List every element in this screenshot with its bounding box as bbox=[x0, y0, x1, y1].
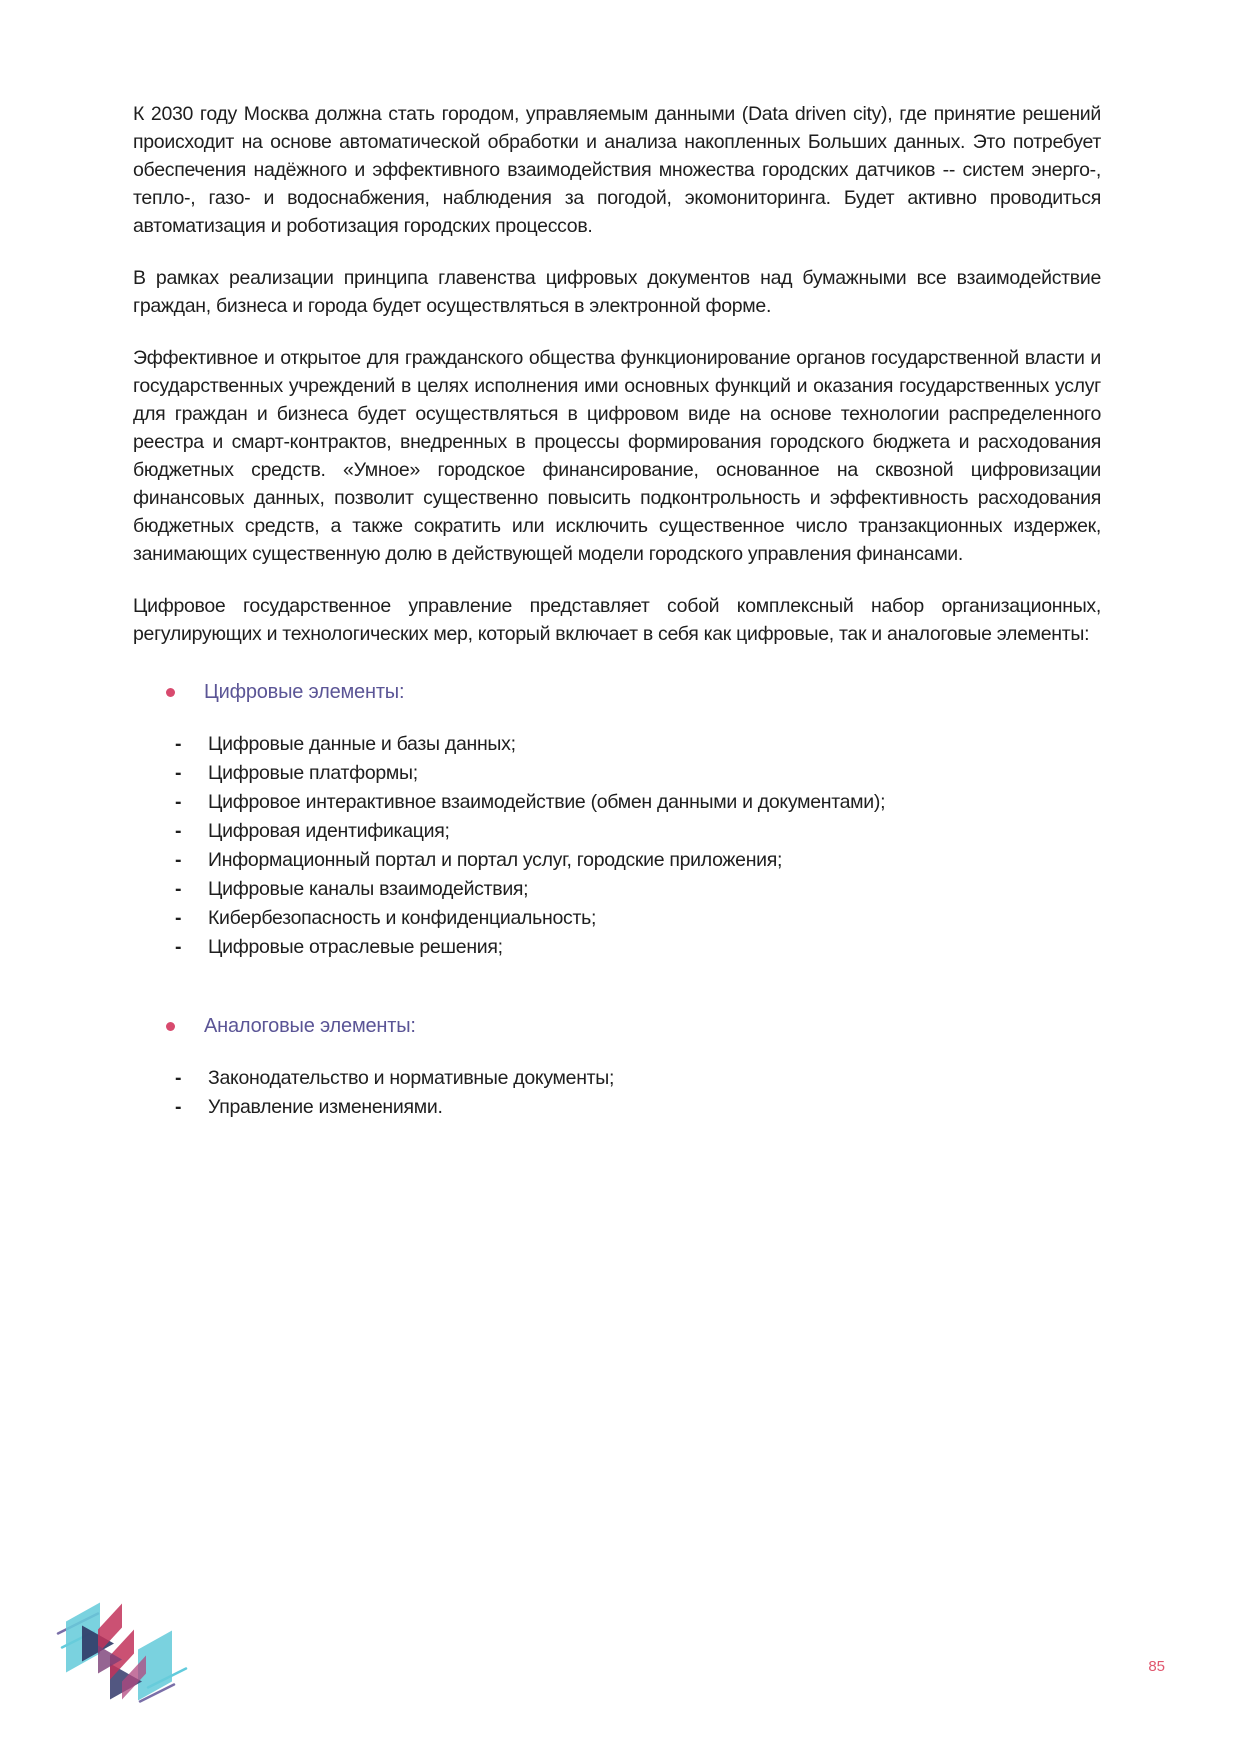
paragraph-government-functioning: Эффективное и открытое для гражданского общества функционирование органов государственной власти и государственных учреждений в целях исполнения ими основных функций и оказания государственных услуг для граждан и бизнеса будет осуществляться в цифровом виде на основе технологии распределенного реестра и смарт-контрактов, внедренных в процессы формирования городского бюджета и расходования бюджетных средств. «Умное» городское финансирование, основанное на сквозной цифровизации финансовых данных, позволит существенно повысить подконтрольность и эффективность расходования бюджетных средств, а также сократить или исключить существенное число транзакционных издержек, занимающих существенную долю в действующей модели городского управления финансами. bbox=[133, 347, 1101, 565]
list-item: - Цифровые каналы взаимодействия; bbox=[133, 875, 1101, 904]
list-item: - Цифровая идентификация; bbox=[133, 817, 1101, 846]
digital-elements-list bbox=[133, 730, 1101, 962]
brand-logo-icon bbox=[52, 1588, 192, 1716]
page-content bbox=[133, 100, 1101, 1122]
analog-elements-heading bbox=[166, 1014, 1101, 1038]
paragraph-data-driven-city: К 2030 году Москва должна стать городом, управляемым данными (Data driven city), где принятие решений происходит на основе автоматической обработки и анализа накопленных Больших данных. Это потребует обеспечения надёжного и эффективного взаимодействия множества городских датчиков -- систем энерго-, тепло-, газо- и водоснабжения, наблюдения за погодой, экомониторинга. Будет активно проводиться автоматизация и роботизация городских процессов. bbox=[133, 103, 1101, 237]
page-number: 85 bbox=[1148, 1658, 1165, 1675]
paragraph-digital-governance-intro: Цифровое государственное управление представляет собой комплексный набор организационных, регулирующих и технологических мер, который включает в себя как цифровые, так и аналоговые элементы: bbox=[133, 595, 1101, 645]
digital-elements-heading-label: Цифровые элементы: bbox=[204, 681, 405, 703]
elements-lists bbox=[133, 680, 1101, 1122]
analog-elements-heading-label: Аналоговые элементы: bbox=[204, 1015, 416, 1037]
bullet-dot-icon bbox=[166, 688, 175, 697]
bullet-dot-icon bbox=[166, 1022, 175, 1031]
list-item: - Управление изменениями. bbox=[133, 1093, 1101, 1122]
list-item: - Информационный портал и портал услуг, городские приложения; bbox=[133, 846, 1101, 875]
list-item: - Цифровые данные и базы данных; bbox=[133, 730, 1101, 759]
list-item: - Законодательство и нормативные документы; bbox=[133, 1064, 1101, 1093]
digital-elements-heading bbox=[166, 680, 1101, 704]
analog-elements-list bbox=[133, 1064, 1101, 1122]
list-item: - Цифровое интерактивное взаимодействие (обмен данными и документами); bbox=[133, 788, 1101, 817]
list-item: - Цифровые отраслевые решения; bbox=[133, 933, 1101, 962]
list-item: - Цифровые платформы; bbox=[133, 759, 1101, 788]
list-item: - Кибербезопасность и конфиденциальность; bbox=[133, 904, 1101, 933]
paragraph-digital-documents: В рамках реализации принципа главенства цифровых документов над бумажными все взаимодействие граждан, бизнеса и города будет осуществляться в электронной форме. bbox=[133, 267, 1101, 317]
